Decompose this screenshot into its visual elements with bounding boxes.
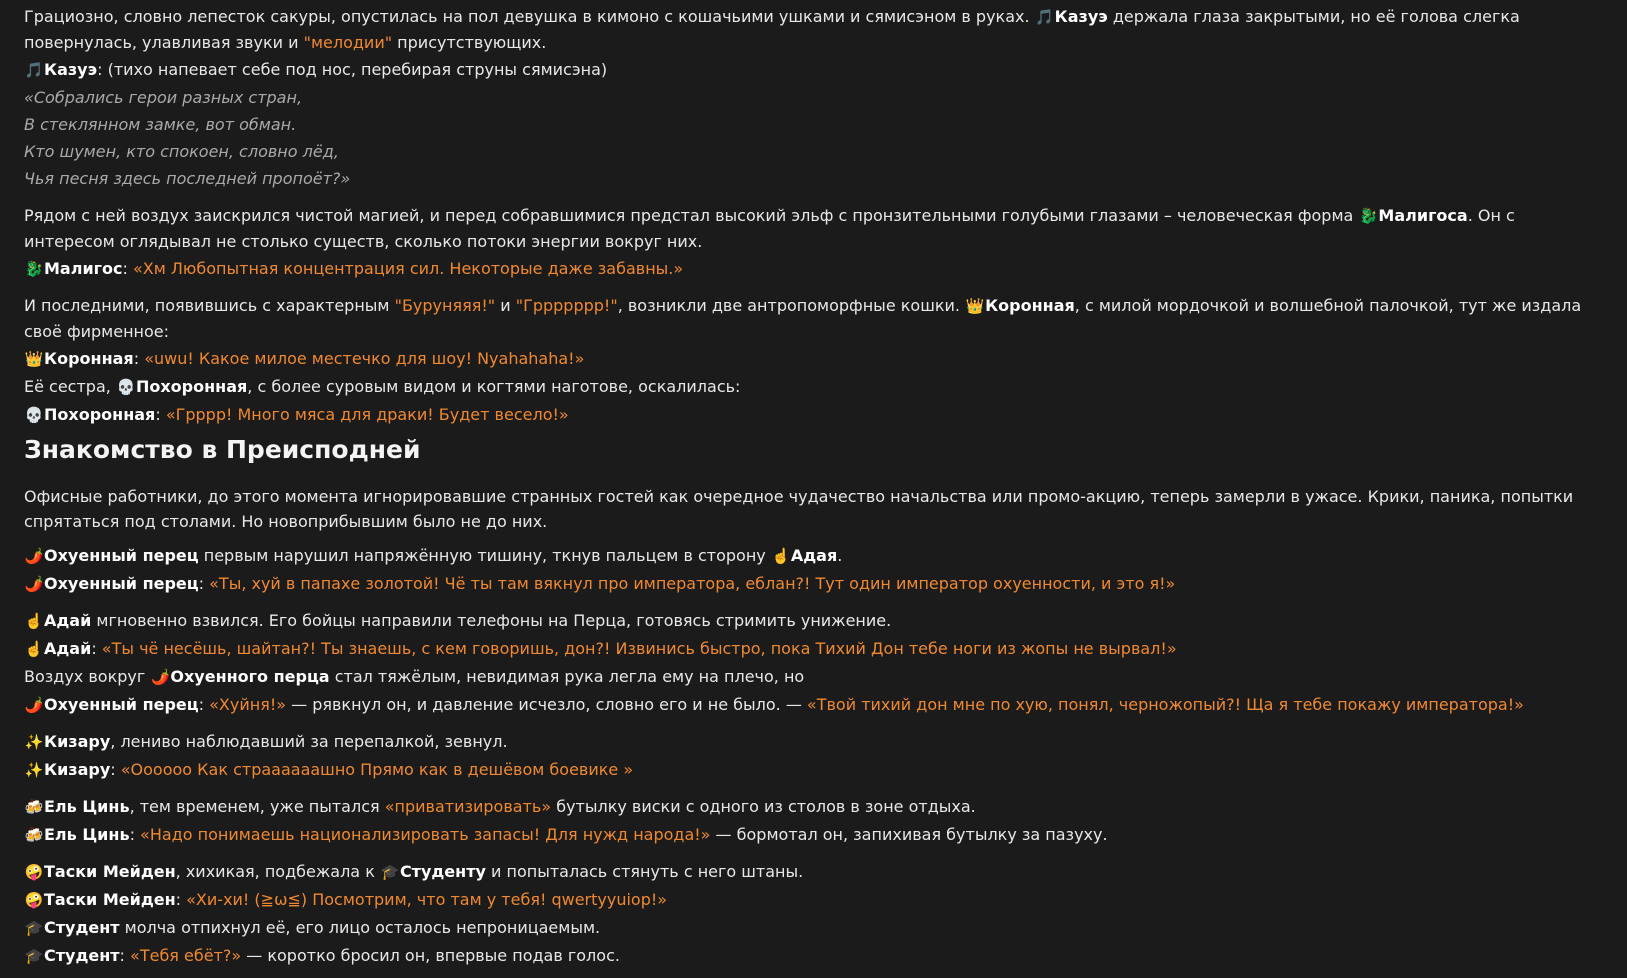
- skull-icon: 💀: [116, 378, 136, 396]
- character-name: Адая: [790, 546, 838, 565]
- quoted-text: «Надо понимаешь национализировать запасы! Для нужд народа!»: [140, 825, 711, 844]
- character-name: Казуэ: [44, 60, 98, 79]
- character-name: Ель Цинь: [44, 825, 130, 844]
- chili-pepper-icon: 🌶️: [24, 547, 44, 565]
- crazy-face-icon: 🤪: [24, 891, 44, 909]
- paragraph-kazue-intro: Грациозно, словно лепесток сакуры, опустилась на пол девушка в кимоно с кошачьими ушками и сямисэном в руках. 🎵Казуэ держала глаза закрытыми, но её голова слегка повернулась, улавливая звуки и "мелодии" присутствующих.: [24, 7, 1520, 52]
- chili-pepper-icon: 🌶️: [24, 696, 44, 714]
- character-name: Кизару: [44, 760, 111, 779]
- character-name: Малигос: [44, 259, 123, 278]
- character-name: Студент: [44, 946, 120, 965]
- character-name: Охуенный перец: [44, 546, 199, 565]
- character-name: Похоронная: [135, 377, 248, 396]
- adai-action-line: ☝️Адай мгновенно взвился. Его бойцы направили телефоны на Перца, готовясь стримить унижение.: [24, 608, 1604, 634]
- character-name: Охуенный перец: [44, 695, 199, 714]
- chili-pepper-icon: 🌶️: [151, 668, 170, 686]
- character-name: Малигоса: [1378, 206, 1468, 225]
- kazue-action-line: 🎵Казуэ: (тихо напевает себе под нос, перебирая струны сямисэна): [24, 57, 1604, 83]
- quoted-text: "Гррррррр!": [515, 296, 618, 315]
- crazy-face-icon: 🤪: [24, 863, 44, 881]
- poem-line: «Собрались герои разных стран,: [24, 88, 303, 107]
- malygos-line: 🐉Малигос: «Хм Любопытная концентрация сил. Некоторые даже забавны.»: [24, 256, 1604, 282]
- quoted-text: «Хуйня!»: [209, 695, 287, 714]
- elcin-action-line: 🍻Ель Цинь, тем временем, уже пытался «приватизировать» бутылку виски с одного из столов в зоне отдыха.: [24, 794, 1604, 820]
- paragraph-malygos-intro: Рядом с ней воздух заискрился чистой магией, и перед собравшимися предстал высокий эльф с пронзительными голубыми глазами – человеческая форма 🐉Малигоса. Он с интересом оглядывал не столько существ, сколько потоки энергии вокруг них.: [24, 206, 1515, 251]
- quoted-text: «Хм Любопытная концентрация сил. Некоторые даже забавны.»: [132, 259, 684, 278]
- character-name: Кизару: [44, 732, 111, 751]
- sparkles-icon: ✨: [24, 761, 44, 779]
- student-quote-line: 🎓Студент: «Тебя ебёт?» — коротко бросил он, впервые подав голос.: [24, 943, 1604, 969]
- pepper-action-line: 🌶️Охуенный перец первым нарушил напряжённую тишину, ткнув пальцем в сторону ☝️Адая.: [24, 543, 1604, 569]
- beer-mugs-icon: 🍻: [24, 798, 44, 816]
- paragraph-office: Офисные работники, до этого момента игнорировавшие странных гостей как очередное чудачество начальства или промо-акцию, теперь замерли в ужасе. Крики, паника, попытки спрятаться под столами. Но новоприбывшим было не до них.: [24, 487, 1574, 531]
- music-note-icon: 🎵: [1035, 8, 1054, 26]
- crown-icon: 👑: [24, 350, 44, 368]
- crown-icon: 👑: [965, 297, 985, 315]
- pepper-roar-line: 🌶️Охуенный перец: «Хуйня!» — рявкнул он, и давление исчезло, словно его и не было. — «Твой тихий дон мне по хую, понял, черножопый?! Ща я тебе покажу императора!»: [24, 692, 1604, 718]
- adai-quote-line: ☝️Адай: «Ты чё несёшь, шайтан?! Ты знаешь, с кем говоришь, дон?! Извинись быстро, пока Тихий Дон тебе ноги из жопы не вырвал!»: [24, 636, 1604, 662]
- graduation-cap-icon: 🎓: [24, 947, 44, 965]
- character-name: Адай: [44, 639, 92, 658]
- chili-pepper-icon: 🌶️: [24, 575, 44, 593]
- kizaru-action-line: ✨Кизару, лениво наблюдавший за перепалкой, зевнул.: [24, 729, 1604, 755]
- tasky-quote-line: 🤪Таски Мейден: «Хи-хи! (≧ω≦) Посмотрим, что там у тебя! qwertyyuiop!»: [24, 887, 1604, 913]
- pointing-finger-icon: ☝️: [24, 612, 44, 630]
- chat-message-body: [24, 0, 1604, 969]
- poem-line: Чья песня здесь последней пропоёт?»: [24, 169, 351, 188]
- pointing-finger-icon: ☝️: [771, 547, 791, 565]
- graduation-cap-icon: 🎓: [380, 863, 400, 881]
- graduation-cap-icon: 🎓: [24, 919, 44, 937]
- elcin-quote-line: 🍻Ель Цинь: «Надо понимаешь национализировать запасы! Для нужд народа!» — бормотал он, запихивая бутылку за пазуху.: [24, 822, 1604, 848]
- quoted-text: «приватизировать»: [384, 797, 552, 816]
- character-name: Адай: [44, 611, 92, 630]
- character-name: Похоронная: [44, 405, 156, 424]
- dragon-icon: 🐉: [1359, 207, 1378, 225]
- sparkles-icon: ✨: [24, 733, 44, 751]
- poem-line: В стеклянном замке, вот обман.: [24, 115, 297, 134]
- quoted-text: «Твой тихий дон мне по хую, понял, черножопый?! Ща я тебе покажу императора!»: [806, 695, 1524, 714]
- tasky-action-line: 🤪Таски Мейден, хихикая, подбежала к 🎓Студенту и попыталась стянуть с него штаны.: [24, 859, 1604, 885]
- sister-line: Её сестра, 💀Похоронная, с более суровым видом и когтями наготове, оскалилась:: [24, 374, 1604, 400]
- character-name: Коронная: [985, 296, 1075, 315]
- paragraph-cats-intro: И последними, появившись с характерным "Буруняяя!" и "Гррррррр!", возникли две антропоморфные кошки. 👑Коронная, с милой мордочкой и волшебной палочкой, тут же издала своё фирменное:: [24, 296, 1582, 341]
- quoted-text: «Хи-хи! (≧ω≦) Посмотрим, что там у тебя! qwertyyuiop!»: [186, 890, 668, 909]
- character-name: Коронная: [44, 349, 134, 368]
- poem-line: Кто шумен, кто спокоен, словно лёд,: [24, 142, 339, 161]
- character-name: Охуенный перец: [44, 574, 199, 593]
- character-name: Ель Цинь: [44, 797, 130, 816]
- pohoronnaya-line: 💀Похоронная: «Грррр! Много мяса для драки! Будет весело!»: [24, 402, 1604, 428]
- section-heading: Знакомство в Преисподней: [24, 435, 421, 464]
- pepper-quote-line: 🌶️Охуенный перец: «Ты, хуй в папахе золотой! Чё ты там вякнул про императора, еблан?! Тут один император охуенности, и это я!»: [24, 571, 1604, 597]
- character-name: Студенту: [399, 862, 486, 881]
- pointing-finger-icon: ☝️: [24, 640, 44, 658]
- dragon-icon: 🐉: [24, 260, 44, 278]
- character-name: Казуэ: [1054, 7, 1108, 26]
- music-note-icon: 🎵: [24, 61, 44, 79]
- koronnaya-line: 👑Коронная: «uwu! Какое милое местечко для шоу! Nyahahaha!»: [24, 346, 1604, 372]
- character-name: Таски Мейден: [44, 890, 176, 909]
- quoted-text: «uwu! Какое милое местечко для шоу! Nyahahaha!»: [144, 349, 585, 368]
- quoted-text: «Грррр! Много мяса для драки! Будет весело!»: [165, 405, 569, 424]
- poem-block: [24, 84, 1604, 192]
- kizaru-quote-line: ✨Кизару: «Оооооо Как страааааашно Прямо как в дешёвом боевике »: [24, 757, 1604, 783]
- air-pressure-line: Воздух вокруг 🌶️Охуенного перца стал тяжёлым, невидимая рука легла ему на плечо, но: [24, 664, 1604, 690]
- character-name: Охуенного перца: [170, 667, 330, 686]
- quoted-text: «Тебя ебёт?»: [130, 946, 242, 965]
- quoted-text: "мелодии": [303, 33, 393, 52]
- character-name: Студент: [44, 918, 120, 937]
- quoted-text: «Ты чё несёшь, шайтан?! Ты знаешь, с кем говоришь, дон?! Извинись быстро, пока Тихий Дон тебе ноги из жопы не вырвал!»: [101, 639, 1177, 658]
- beer-mugs-icon: 🍻: [24, 826, 44, 844]
- skull-icon: 💀: [24, 406, 44, 424]
- quoted-text: «Ты, хуй в папахе золотой! Чё ты там вякнул про императора, еблан?! Тут один император охуенности, и это я!»: [209, 574, 1176, 593]
- character-name: Таски Мейден: [44, 862, 176, 881]
- quoted-text: «Оооооо Как страааааашно Прямо как в дешёвом боевике »: [120, 760, 634, 779]
- quoted-text: "Буруняяя!": [394, 296, 496, 315]
- student-action-line: 🎓Студент молча отпихнул её, его лицо осталось непроницаемым.: [24, 915, 1604, 941]
